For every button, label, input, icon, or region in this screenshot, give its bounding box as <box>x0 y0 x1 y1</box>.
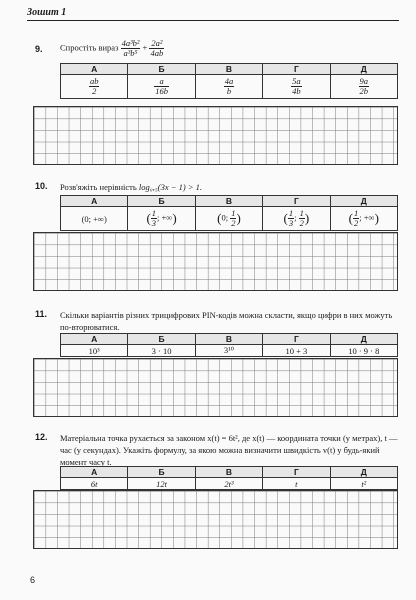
option-label: А <box>61 196 128 207</box>
option-label: Г <box>263 334 330 345</box>
answer-option[interactable]: t² <box>330 478 397 490</box>
task-prompt: Спростіть вираз <box>60 42 119 53</box>
task-number: 10. <box>35 181 48 191</box>
option-label: Б <box>128 196 195 207</box>
answer-option[interactable] <box>330 75 397 99</box>
fraction-numerator: 1 <box>288 208 294 218</box>
fraction-numerator: 1 <box>231 208 236 218</box>
fraction-denominator: 2 <box>353 218 359 228</box>
option-label: Г <box>263 467 330 478</box>
answer-option[interactable]: 12t <box>128 478 195 490</box>
fraction-denominator: 3 <box>288 218 294 228</box>
option-label: А <box>61 334 128 345</box>
fraction-denominator: a³b⁵ <box>123 48 138 58</box>
answer-option[interactable] <box>195 207 262 231</box>
option-label: Д <box>330 467 397 478</box>
option-label: А <box>61 467 128 478</box>
scratch-grid-10[interactable] <box>33 232 398 291</box>
fraction-denominator: 4ab <box>150 48 164 58</box>
scratch-grid-11[interactable] <box>33 358 398 417</box>
task-prompt: Розв'яжіть нерівність <box>60 182 137 192</box>
fraction-numerator: 2a² <box>151 38 163 48</box>
paren-right: ) <box>172 210 177 226</box>
scratch-grid-12[interactable] <box>33 490 398 549</box>
answer-table-9 <box>60 63 398 99</box>
option-label: Д <box>330 196 397 207</box>
task-number: 11. <box>35 309 48 319</box>
paren-left: ( <box>283 210 288 226</box>
fraction-numerator: 4a <box>224 76 234 86</box>
interval-prefix: 0; <box>221 212 231 223</box>
answer-option[interactable] <box>330 207 397 231</box>
fraction-numerator: 1 <box>151 208 157 218</box>
fraction-numerator: ab <box>89 76 99 86</box>
answer-option[interactable] <box>61 75 128 99</box>
fraction-denominator: 2b <box>359 86 369 96</box>
interval-separator: ; <box>294 212 299 223</box>
answer-table-11 <box>60 333 398 357</box>
answer-option[interactable]: t <box>263 478 330 490</box>
answer-option[interactable]: 10 · 9 · 8 <box>330 345 397 357</box>
option-label: В <box>195 64 262 75</box>
option-label: Г <box>263 196 330 207</box>
fraction-denominator: b <box>226 86 232 96</box>
answer-option[interactable]: 10³ <box>61 345 128 357</box>
paren-right: ) <box>236 210 241 226</box>
paren-right: ) <box>374 210 379 226</box>
fraction-numerator: a <box>154 77 169 87</box>
page-number: 6 <box>30 575 36 585</box>
option-label: Д <box>330 64 397 75</box>
fraction-denominator: 4b <box>292 86 301 96</box>
fraction-denominator: 2 <box>299 218 304 228</box>
fraction-numerator: 1 <box>299 208 304 218</box>
answer-option[interactable]: 2t³ <box>195 478 262 490</box>
paren-left: ( <box>146 210 151 226</box>
option-label: В <box>195 196 262 207</box>
answer-option[interactable]: 3 · 10 <box>128 345 195 357</box>
fraction-denominator: 16b <box>155 86 168 96</box>
answer-option[interactable] <box>128 75 195 99</box>
notebook-title: Зошит 1 <box>27 7 67 18</box>
answer-option[interactable]: 10 + 3 <box>263 345 330 357</box>
answer-table-12 <box>60 466 398 490</box>
fraction-numerator: 9a <box>359 76 369 86</box>
expression-fraction-2 <box>149 39 164 58</box>
task-text <box>60 39 399 58</box>
task-number: 12. <box>35 432 48 442</box>
task-number: 9. <box>35 44 43 54</box>
answer-option[interactable] <box>61 207 128 231</box>
task-text <box>60 181 399 193</box>
answer-option[interactable] <box>195 75 262 99</box>
answer-option[interactable] <box>128 207 195 231</box>
answer-option[interactable] <box>263 75 330 99</box>
expression-fraction-1 <box>121 39 141 58</box>
fraction-denominator: 3 <box>151 218 157 228</box>
option-label: В <box>195 467 262 478</box>
option-label: Б <box>128 334 195 345</box>
paren-left: ( <box>348 210 353 226</box>
fraction-numerator: 5a <box>292 76 301 86</box>
answer-option[interactable]: 6t <box>61 478 128 490</box>
paren-right: ) <box>304 210 310 226</box>
task-text: Матеріальна точка рухається за законом x(t) = 6t², де x(t) — координата точки (у метрах), t — час (у секундах). Укажіть формулу, за якою можна визначити швидкість v(t) у будь-який момент часу t. <box>60 433 398 467</box>
interval-text: (0; +∞) <box>81 213 107 224</box>
fraction-numerator: 4a³b² <box>121 38 140 48</box>
fraction-numerator: 1 <box>353 208 359 218</box>
answer-table-10 <box>60 195 398 231</box>
page-header <box>27 7 399 21</box>
plus-sign: + <box>142 42 148 53</box>
paren-left: ( <box>217 210 222 226</box>
option-label: В <box>195 334 262 345</box>
fraction-denominator: 2 <box>92 86 97 96</box>
option-label: Д <box>330 334 397 345</box>
option-label: А <box>61 64 128 75</box>
interval-rest: ; +∞ <box>157 212 173 223</box>
interval-rest: ; +∞ <box>359 212 375 223</box>
scratch-grid-9[interactable] <box>33 106 398 165</box>
option-label: Б <box>128 467 195 478</box>
option-label: Г <box>263 64 330 75</box>
task-text: Скільки варіантів різних трицифрових PIN-кодів можна скласти, якщо цифри в них можуть по-вторюватися. <box>60 310 393 332</box>
inequality-expression: log₀,₅(3x − 1) > 1. <box>138 182 203 192</box>
option-label: Б <box>128 64 195 75</box>
answer-option[interactable] <box>263 207 330 231</box>
fraction-denominator: 2 <box>231 218 236 228</box>
answer-option[interactable]: 3¹⁰ <box>195 345 262 357</box>
